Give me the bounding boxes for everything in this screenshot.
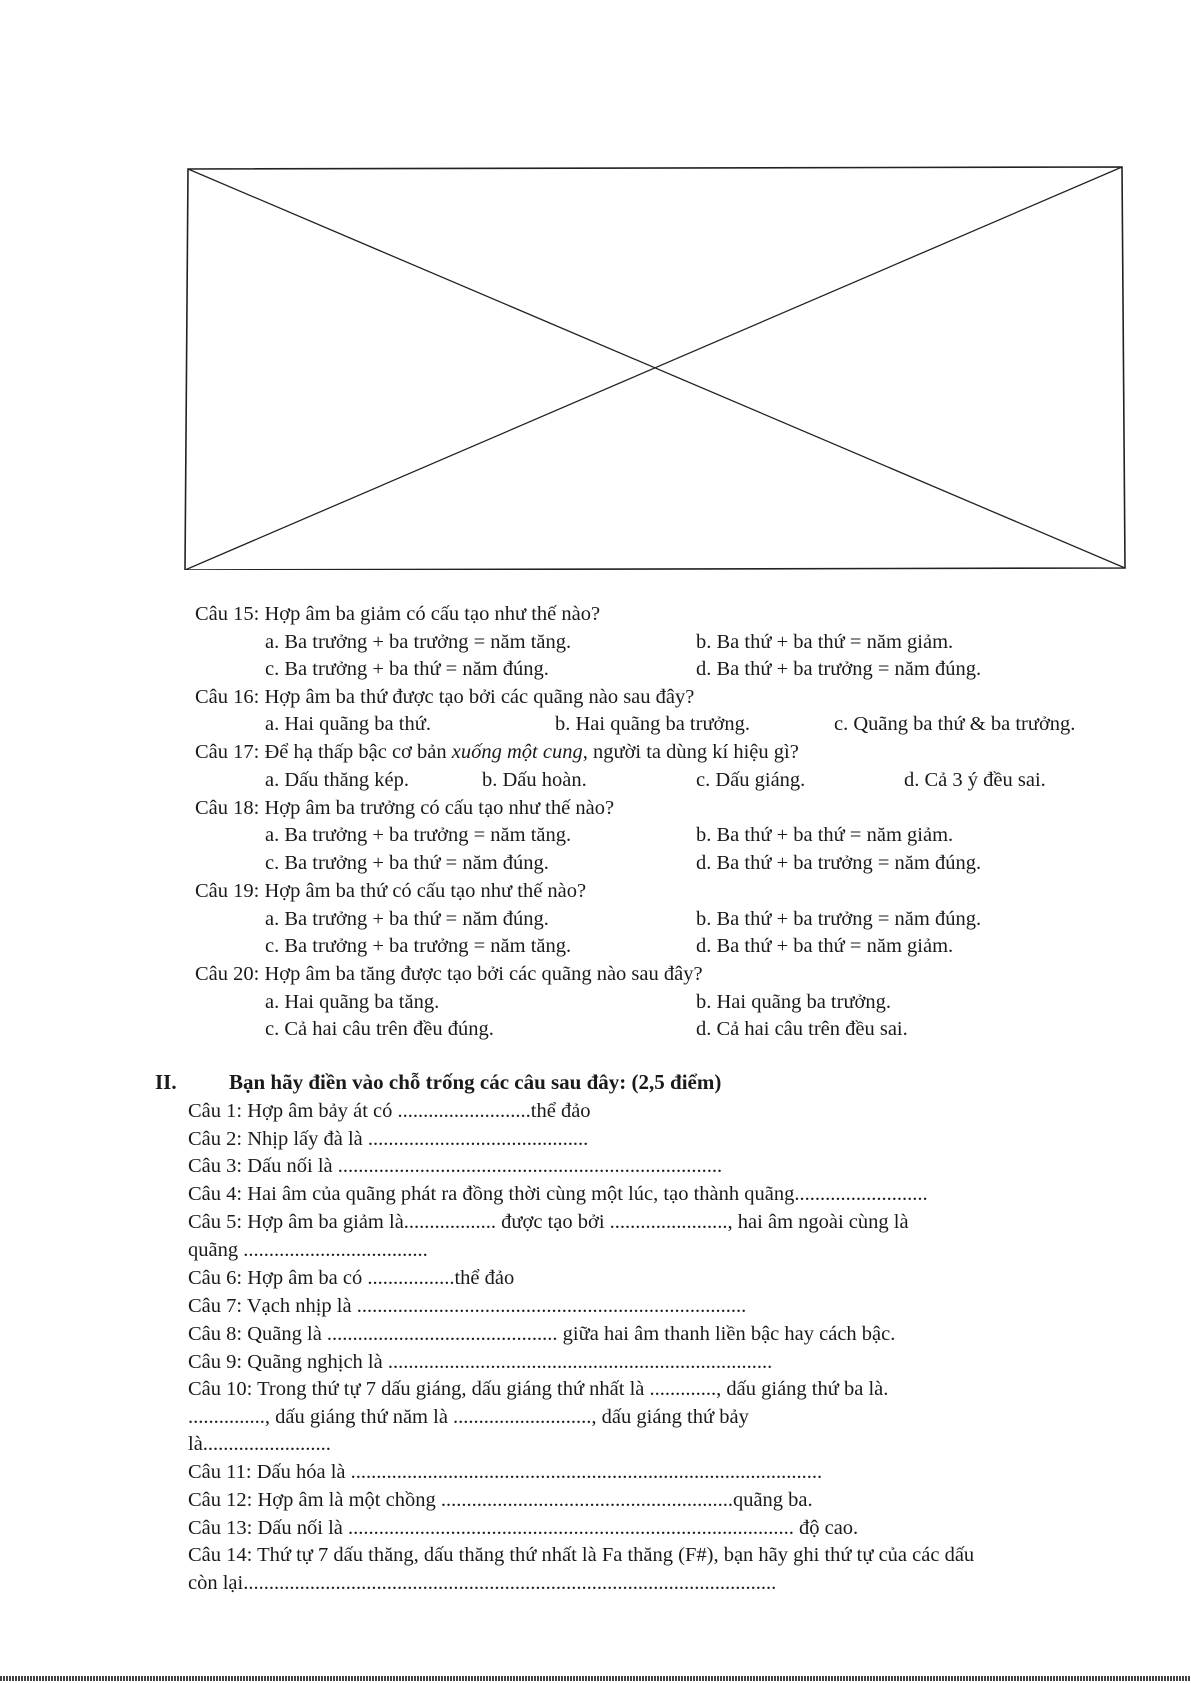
q17-option-c: c. Dấu giáng. <box>696 769 806 791</box>
q16-question: Câu 16: Hợp âm ba thứ được tạo bởi các quãng nào sau đây? <box>195 686 695 708</box>
fill-q6: Câu 6: Hợp âm ba có .................thể đảo <box>188 1267 515 1289</box>
section-heading <box>155 1070 721 1095</box>
q17-option-a: a. Dấu thăng kép. <box>265 769 410 791</box>
fill-q1: Câu 1: Hợp âm bảy át có ..........................thể đảo <box>188 1100 591 1122</box>
q17-question-italic: xuống một cung <box>451 741 583 763</box>
q15-question: Câu 15: Hợp âm ba giảm có cấu tạo như thế nào? <box>195 603 601 625</box>
q20-question: Câu 20: Hợp âm ba tăng được tạo bởi các quãng nào sau đây? <box>195 963 703 985</box>
section-number: II. <box>155 1070 177 1094</box>
fill-q10-line3: là......................... <box>188 1433 331 1455</box>
q18-question: Câu 18: Hợp âm ba trưởng có cấu tạo như thế nào? <box>195 797 615 819</box>
q16-option-a: a. Hai quãng ba thứ. <box>265 713 431 735</box>
fill-q3: Câu 3: Dấu nối là ........................................................................... <box>188 1155 723 1177</box>
q18-option-b: b. Ba thứ + ba thứ = năm giảm. <box>696 824 954 846</box>
q17-question-prefix: Câu 17: Để hạ thấp bậc cơ bản <box>195 741 452 763</box>
q20-option-a: a. Hai quãng ba tăng. <box>265 991 440 1013</box>
fill-q12: Câu 12: Hợp âm là một chồng .........................................................quãng ba. <box>188 1489 813 1511</box>
fill-q13: Câu 13: Dấu nối là ....................................................................................... độ cao. <box>188 1517 859 1539</box>
q20-option-b: b. Hai quãng ba trưởng. <box>696 991 892 1013</box>
image-placeholder <box>184 166 1126 570</box>
q17-option-b: b. Dấu hoàn. <box>482 769 587 791</box>
q17-question-suffix: , người ta dùng kí hiệu gì? <box>582 741 799 763</box>
section-title: Bạn hãy điền vào chỗ trống các câu sau đây: (2,5 điểm) <box>229 1070 722 1094</box>
q17-option-d: d. Cả 3 ý đều sai. <box>904 769 1046 791</box>
fill-q10-line2: ..............., dấu giáng thứ năm là ..........................., dấu giáng thứ bảy <box>188 1406 749 1428</box>
fill-q11: Câu 11: Dấu hóa là ............................................................................................ <box>188 1461 823 1483</box>
q18-option-d: d. Ba thứ + ba trưởng = năm đúng. <box>696 852 982 874</box>
fill-q8: Câu 8: Quãng là ............................................. giữa hai âm thanh liền bậc hay cách bậc. <box>188 1323 896 1345</box>
fill-q14-line2: còn lại........................................................................................................ <box>188 1572 777 1594</box>
q19-option-c: c. Ba trưởng + ba trưởng = năm tăng. <box>265 935 572 957</box>
q20-option-d: d. Cả hai câu trên đều sai. <box>696 1018 908 1040</box>
q19-question: Câu 19: Hợp âm ba thứ có cấu tạo như thế nào? <box>195 880 587 902</box>
fill-q7: Câu 7: Vạch nhịp là ............................................................................ <box>188 1295 747 1317</box>
q17-question <box>195 740 799 764</box>
q16-option-b: b. Hai quãng ba trưởng. <box>555 713 751 735</box>
q15-option-b: b. Ba thứ + ba thứ = năm giảm. <box>696 631 954 653</box>
q18-option-a: a. Ba trưởng + ba trưởng = năm tăng. <box>265 824 572 846</box>
image-placeholder-cross <box>184 166 1126 570</box>
fill-q5-line2: quãng .................................... <box>188 1239 428 1261</box>
fill-q5-line1: Câu 5: Hợp âm ba giảm là.................. được tạo bởi ......................., hai âm ngoài cùng là <box>188 1211 909 1233</box>
fill-q4: Câu 4: Hai âm của quãng phát ra đồng thời cùng một lúc, tạo thành quãng.......................... <box>188 1183 928 1205</box>
q19-option-b: b. Ba thứ + ba trưởng = năm đúng. <box>696 908 982 930</box>
fill-q14-line1: Câu 14: Thứ tự 7 dấu thăng, dấu thăng thứ nhất là Fa thăng (F#), bạn hãy ghi thứ tự của các dấu <box>188 1544 975 1566</box>
fill-q9: Câu 9: Quãng nghịch là ........................................................................... <box>188 1351 773 1373</box>
q19-option-a: a. Ba trưởng + ba thứ = năm đúng. <box>265 908 549 930</box>
q20-option-c: c. Cả hai câu trên đều đúng. <box>265 1018 494 1040</box>
q15-option-c: c. Ba trưởng + ba thứ = năm đúng. <box>265 658 549 680</box>
q16-option-c: c. Quãng ba thứ & ba trưởng. <box>834 713 1076 735</box>
q15-option-a: a. Ba trưởng + ba trưởng = năm tăng. <box>265 631 572 653</box>
q15-option-d: d. Ba thứ + ba trưởng = năm đúng. <box>696 658 982 680</box>
fill-q2: Câu 2: Nhịp lấy đà là ........................................... <box>188 1128 589 1150</box>
page-bottom-border <box>0 1676 1191 1681</box>
q19-option-d: d. Ba thứ + ba thứ = năm giảm. <box>696 935 954 957</box>
fill-q10-line1: Câu 10: Trong thứ tự 7 dấu giáng, dấu giáng thứ nhất là ............., dấu giáng thứ ba là. <box>188 1378 889 1400</box>
q18-option-c: c. Ba trưởng + ba thứ = năm đúng. <box>265 852 549 874</box>
